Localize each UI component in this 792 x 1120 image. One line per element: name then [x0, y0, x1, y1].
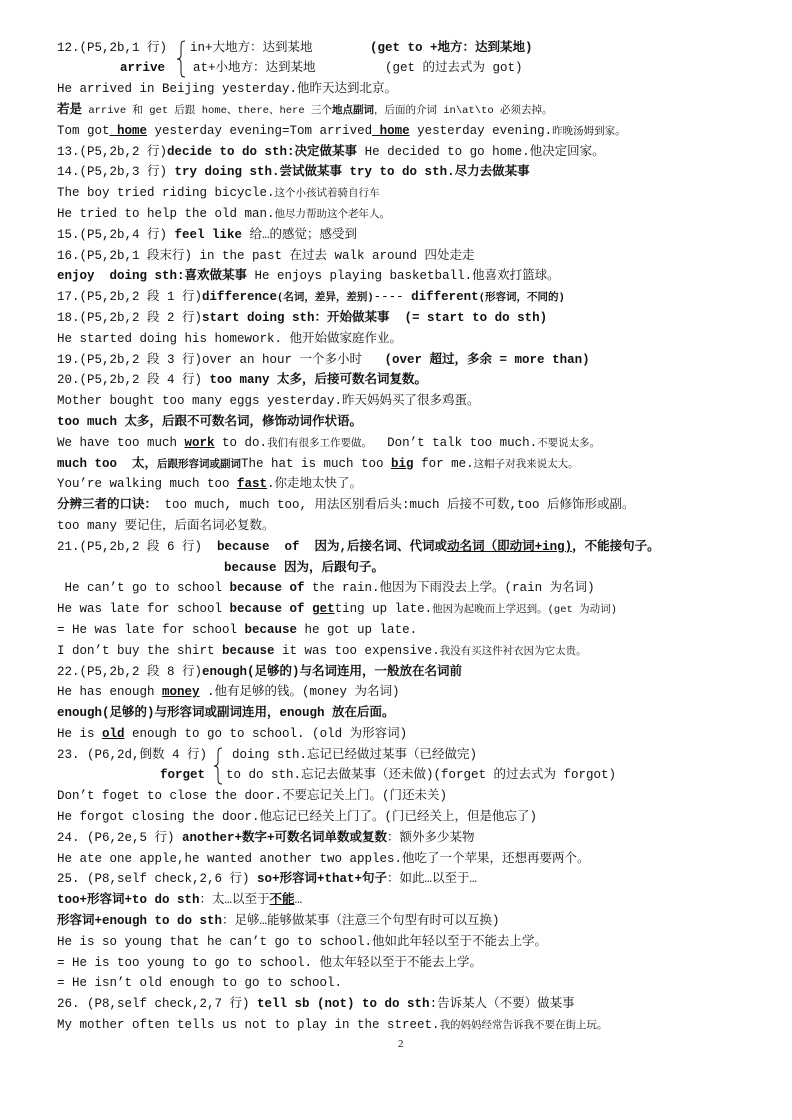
note-line [57, 38, 782, 59]
example-sentence: yesterday evening=Tom arrived [147, 123, 373, 138]
example-sentence: Mother bought too many eggs yesterday.昨天妈妈买了很多鸡蛋。 [57, 394, 480, 409]
example-sentence: .他有足够的钱。(money 为名词) [199, 685, 400, 700]
keyword: 分辨三者的口诀： [57, 498, 158, 513]
translation: 我没有买这件衬衣因为它太贵。 [439, 645, 587, 658]
translation: 这帽子对我来说太大。 [473, 458, 579, 471]
example-sentence: He was late for school [57, 602, 230, 617]
keyword: because of [229, 581, 305, 596]
translation: 不要说太多。 [537, 437, 601, 450]
note-line [57, 807, 782, 828]
rule-text: 16.(P5,2b,1 段末行) in the past 在过去 walk around 四处走走 [57, 248, 475, 263]
example-sentence: He ate one apple,he wanted another two apples.他吃了一个苹果，还想再要两个。 [57, 851, 590, 866]
translation: 他因为起晚而上学迟到。(get 为动词) [432, 604, 617, 617]
item-label: 14.(P5,2b,3 行) [57, 165, 175, 180]
example-sentence: You’re walking much too [57, 477, 238, 492]
note-line [57, 225, 782, 246]
example-sentence: Don’t foget to close the door.不要忘记关上门。(门还未关) [57, 789, 448, 804]
highlighted-word: big [391, 456, 414, 471]
note-line [57, 183, 782, 204]
note-line [57, 142, 782, 163]
rule-text: tell sb (not) to do sth [257, 997, 430, 1012]
rule-note: (over 超过，多余 = more than) [384, 352, 590, 367]
note-line [57, 121, 782, 142]
highlighted-word: get [312, 602, 335, 617]
note-line [57, 890, 782, 911]
note-line [57, 1015, 782, 1036]
note-line [57, 849, 782, 870]
example-sentence: yesterday evening. [409, 123, 553, 138]
note-line [57, 516, 782, 537]
rule-note: … [294, 893, 303, 908]
example-sentence: He is so young that he can’t go to school.他如此年轻以至于不能去上学。 [57, 934, 548, 949]
rule-text: arrive 和 get 后跟 home、there、here 三个 [82, 104, 332, 117]
example-sentence: He has enough [57, 685, 163, 700]
rule-note: ：额外多少某物 [387, 830, 475, 845]
note-line [57, 495, 782, 516]
example-sentence: He forgot closing the door.他忘记已经关上门了。(门已经关上，但是他忘了) [57, 810, 538, 825]
keyword: arrive [120, 61, 166, 76]
item-label: 25. (P8,self check,2,6 行) [57, 872, 258, 887]
note-line [57, 994, 782, 1015]
rule-text: 给…的感觉；感受到 [242, 227, 358, 242]
rule-text: so+形容词+that+句子 [257, 872, 388, 887]
rule-text: doing sth.忘记已经做过某事（已经做完) [232, 747, 478, 762]
note-line [57, 558, 782, 579]
note-line [57, 391, 782, 412]
example-sentence: he got up late. [297, 622, 418, 637]
rule-note: (名词，差异，差别) [277, 292, 374, 305]
rule-text: try doing sth.尝试做某事 try to do sth.尽力去做某事 [174, 165, 530, 180]
example-sentence: The boy tried riding bicycle. [57, 186, 275, 201]
note-line [57, 578, 782, 599]
example-sentence: He decided to go home.他决定回家。 [357, 144, 605, 159]
note-line [57, 599, 782, 620]
rule-note: ：足够…能够做某事（注意三个句型有时可以互换) [222, 914, 500, 929]
rule-text: enjoy doing sth:喜欢做某事 [57, 269, 248, 284]
translation: 他尽力帮助这个老年人。 [274, 208, 391, 221]
highlighted-word: money [162, 685, 200, 700]
note-line [57, 350, 782, 371]
note-line [57, 765, 782, 786]
example-sentence: to do. [214, 435, 268, 450]
note-line [57, 246, 782, 267]
keyword: forget [160, 768, 206, 783]
item-label: 21.(P5,2b,2 段 6 行) [57, 539, 218, 554]
example-sentence: = He was late for school [57, 622, 245, 637]
note-line [57, 79, 782, 100]
notes-body [57, 38, 782, 1036]
keyword: different [411, 290, 479, 305]
translation: 我的妈妈经常告诉我不要在街上玩。 [439, 1020, 608, 1033]
item-label: 26. (P8,self check,2,7 行) [57, 997, 258, 1012]
rule-text: start doing sth：开始做某事 (= start to do sth) [202, 310, 548, 325]
rule-text: ，不能接句子。 [572, 539, 660, 554]
item-label: 23. (P6,2d,倒数 4 行) [57, 747, 208, 762]
item-label: 24. (P6,2e,5 行) [57, 830, 183, 845]
item-label: 18.(P5,2b,2 段 2 行) [57, 310, 203, 325]
note-line [57, 412, 782, 433]
example-sentence: it was too expensive. [274, 643, 440, 658]
rule-text: too much 太多，后跟不可数名词，修饰动词作状语。 [57, 414, 363, 429]
rule-note: 后跟形容词或副词 [157, 458, 242, 471]
note-line [57, 308, 782, 329]
item-label: 12.(P5,2b,1 行) [57, 40, 168, 55]
rule-text: ，后面的介词 in\at\to 必须去掉。 [373, 104, 553, 117]
rule-text: too many 要记住，后面名词必复数。 [57, 518, 275, 533]
item-label: 17.(P5,2b,2 段 1 行) [57, 290, 203, 305]
example-sentence: enough to go to school. (old 为形容词) [124, 726, 408, 741]
rule-text: because 因为，后跟句子。 [224, 560, 385, 575]
highlighted-word: home [372, 123, 410, 138]
note-line [57, 932, 782, 953]
note-line [57, 100, 782, 121]
example-sentence: He started doing his homework. 他开始做家庭作业。 [57, 331, 403, 346]
example-sentence: He arrived in Beijing yesterday.他昨天达到北京。 [57, 82, 398, 97]
rule-text: another+数字+可数名词单数或复数 [182, 830, 388, 845]
example-sentence: My mother often tells us not to play in the street. [57, 1018, 440, 1033]
rule-text: 形容词+enough to do sth [57, 914, 223, 929]
rule-text: decide to do sth:决定做某事 [167, 144, 358, 159]
note-line [57, 370, 782, 391]
keyword: difference [202, 290, 278, 305]
note-line [57, 869, 782, 890]
rule-text: much too 太， [57, 456, 158, 471]
note-line [57, 433, 782, 454]
note-line [57, 329, 782, 350]
example-sentence: Don’t talk too much. [372, 435, 538, 450]
keyword: feel like [174, 227, 243, 242]
note-line [57, 620, 782, 641]
keyword: because of [229, 602, 305, 617]
note-line [57, 973, 782, 994]
example-sentence: = He isn’t old enough to go to school. [57, 976, 343, 991]
highlighted-word: home [109, 123, 148, 138]
example-sentence: ting up late. [334, 602, 433, 617]
translation: 昨晚汤姆到家。 [552, 125, 626, 138]
rule-text: at+小地方：达到某地 [193, 61, 316, 76]
note-line [57, 204, 782, 225]
example-sentence: The hat is much too [241, 456, 392, 471]
example-sentence: He is [57, 726, 103, 741]
note-line [57, 724, 782, 745]
example-sentence: He tried to help the old man. [57, 206, 275, 221]
item-label: 13.(P5,2b,2 行) [57, 144, 168, 159]
example-sentence [305, 602, 313, 616]
note-line [57, 474, 782, 495]
keyword: because [244, 622, 298, 637]
note-line [57, 641, 782, 662]
example-sentence: We have too much [57, 435, 185, 450]
separator: ---- [373, 290, 412, 305]
highlighted-word: old [102, 726, 125, 741]
example-sentence: He enjoys playing basketball.他喜欢打篮球。 [247, 269, 560, 284]
note-line [57, 58, 782, 79]
rule-text: because of 因为,后接名词、代词或 [217, 539, 448, 554]
item-label: 19.(P5,2b,2 段 3 行)over an hour 一个多小时 [57, 352, 385, 367]
note-line [57, 662, 782, 683]
note-line [57, 911, 782, 932]
example-sentence: Tom got [57, 123, 110, 138]
note-line [57, 703, 782, 724]
item-label: 15.(P5,2b,4 行) [57, 227, 175, 242]
page-number: 2 [398, 1038, 404, 1050]
note-line [57, 266, 782, 287]
rule-note: ：太…以至于 [199, 893, 270, 908]
note-line [57, 287, 782, 308]
note-line [57, 537, 782, 558]
highlighted-word: work [184, 435, 215, 450]
rule-note: (get to +地方：达到某地) [370, 40, 533, 55]
highlighted-word: 动名词（即动词+ing) [447, 539, 573, 554]
rule-note: :告诉某人（不要）做某事 [429, 997, 575, 1012]
rule-text: too many 太多，后接可数名词复数。 [209, 373, 428, 388]
rule-text: too+形容词+to do sth [57, 893, 200, 908]
example-sentence: = He is too young to go to school. 他太年轻以至于不能去上学。 [57, 955, 483, 970]
rule-text: too much, much too, 用法区别看后头:much 后接不可数,too 后修饰形或副。 [157, 498, 635, 513]
note-line [57, 953, 782, 974]
keyword: because [222, 643, 275, 658]
translation: 这个小孩试着骑自行车 [274, 188, 380, 201]
rule-text: to do sth.忘记去做某事（还未做)(forget 的过去式为 forgot) [226, 768, 617, 783]
rule-note: (形容词，不同的) [478, 292, 565, 305]
highlighted-word: 不能 [269, 893, 295, 908]
highlighted-word: fast [237, 477, 268, 492]
rule-text: in+大地方：达到某地 [190, 40, 313, 55]
example-sentence: for me. [413, 456, 474, 471]
keyword: 地点副词 [331, 104, 374, 117]
example-sentence: He can’t go to school [57, 581, 230, 596]
keyword: 若是 [57, 102, 83, 117]
rule-note: ：如此…以至于… [387, 872, 478, 887]
note-line [57, 745, 782, 766]
rule-text: enough(足够的)与名词连用，一般放在名词前 [202, 664, 463, 679]
example-sentence: I don’t buy the shirt [57, 643, 223, 658]
item-label: 20.(P5,2b,2 段 4 行) [57, 373, 210, 388]
note-line [57, 454, 782, 475]
translation: 我们有很多工作要做。 [267, 437, 373, 450]
note-line [57, 828, 782, 849]
item-label: 22.(P5,2b,2 段 8 行) [57, 664, 203, 679]
note-line [57, 162, 782, 183]
rule-note: (get 的过去式为 got) [385, 61, 523, 76]
rule-text: enough(足够的)与形容词或副词连用，enough 放在后面。 [57, 706, 395, 721]
note-line [57, 682, 782, 703]
example-sentence: .你走地太快了。 [267, 477, 363, 492]
note-line [57, 786, 782, 807]
example-sentence: the rain.他因为下雨没去上学。(rain 为名词) [304, 581, 595, 596]
